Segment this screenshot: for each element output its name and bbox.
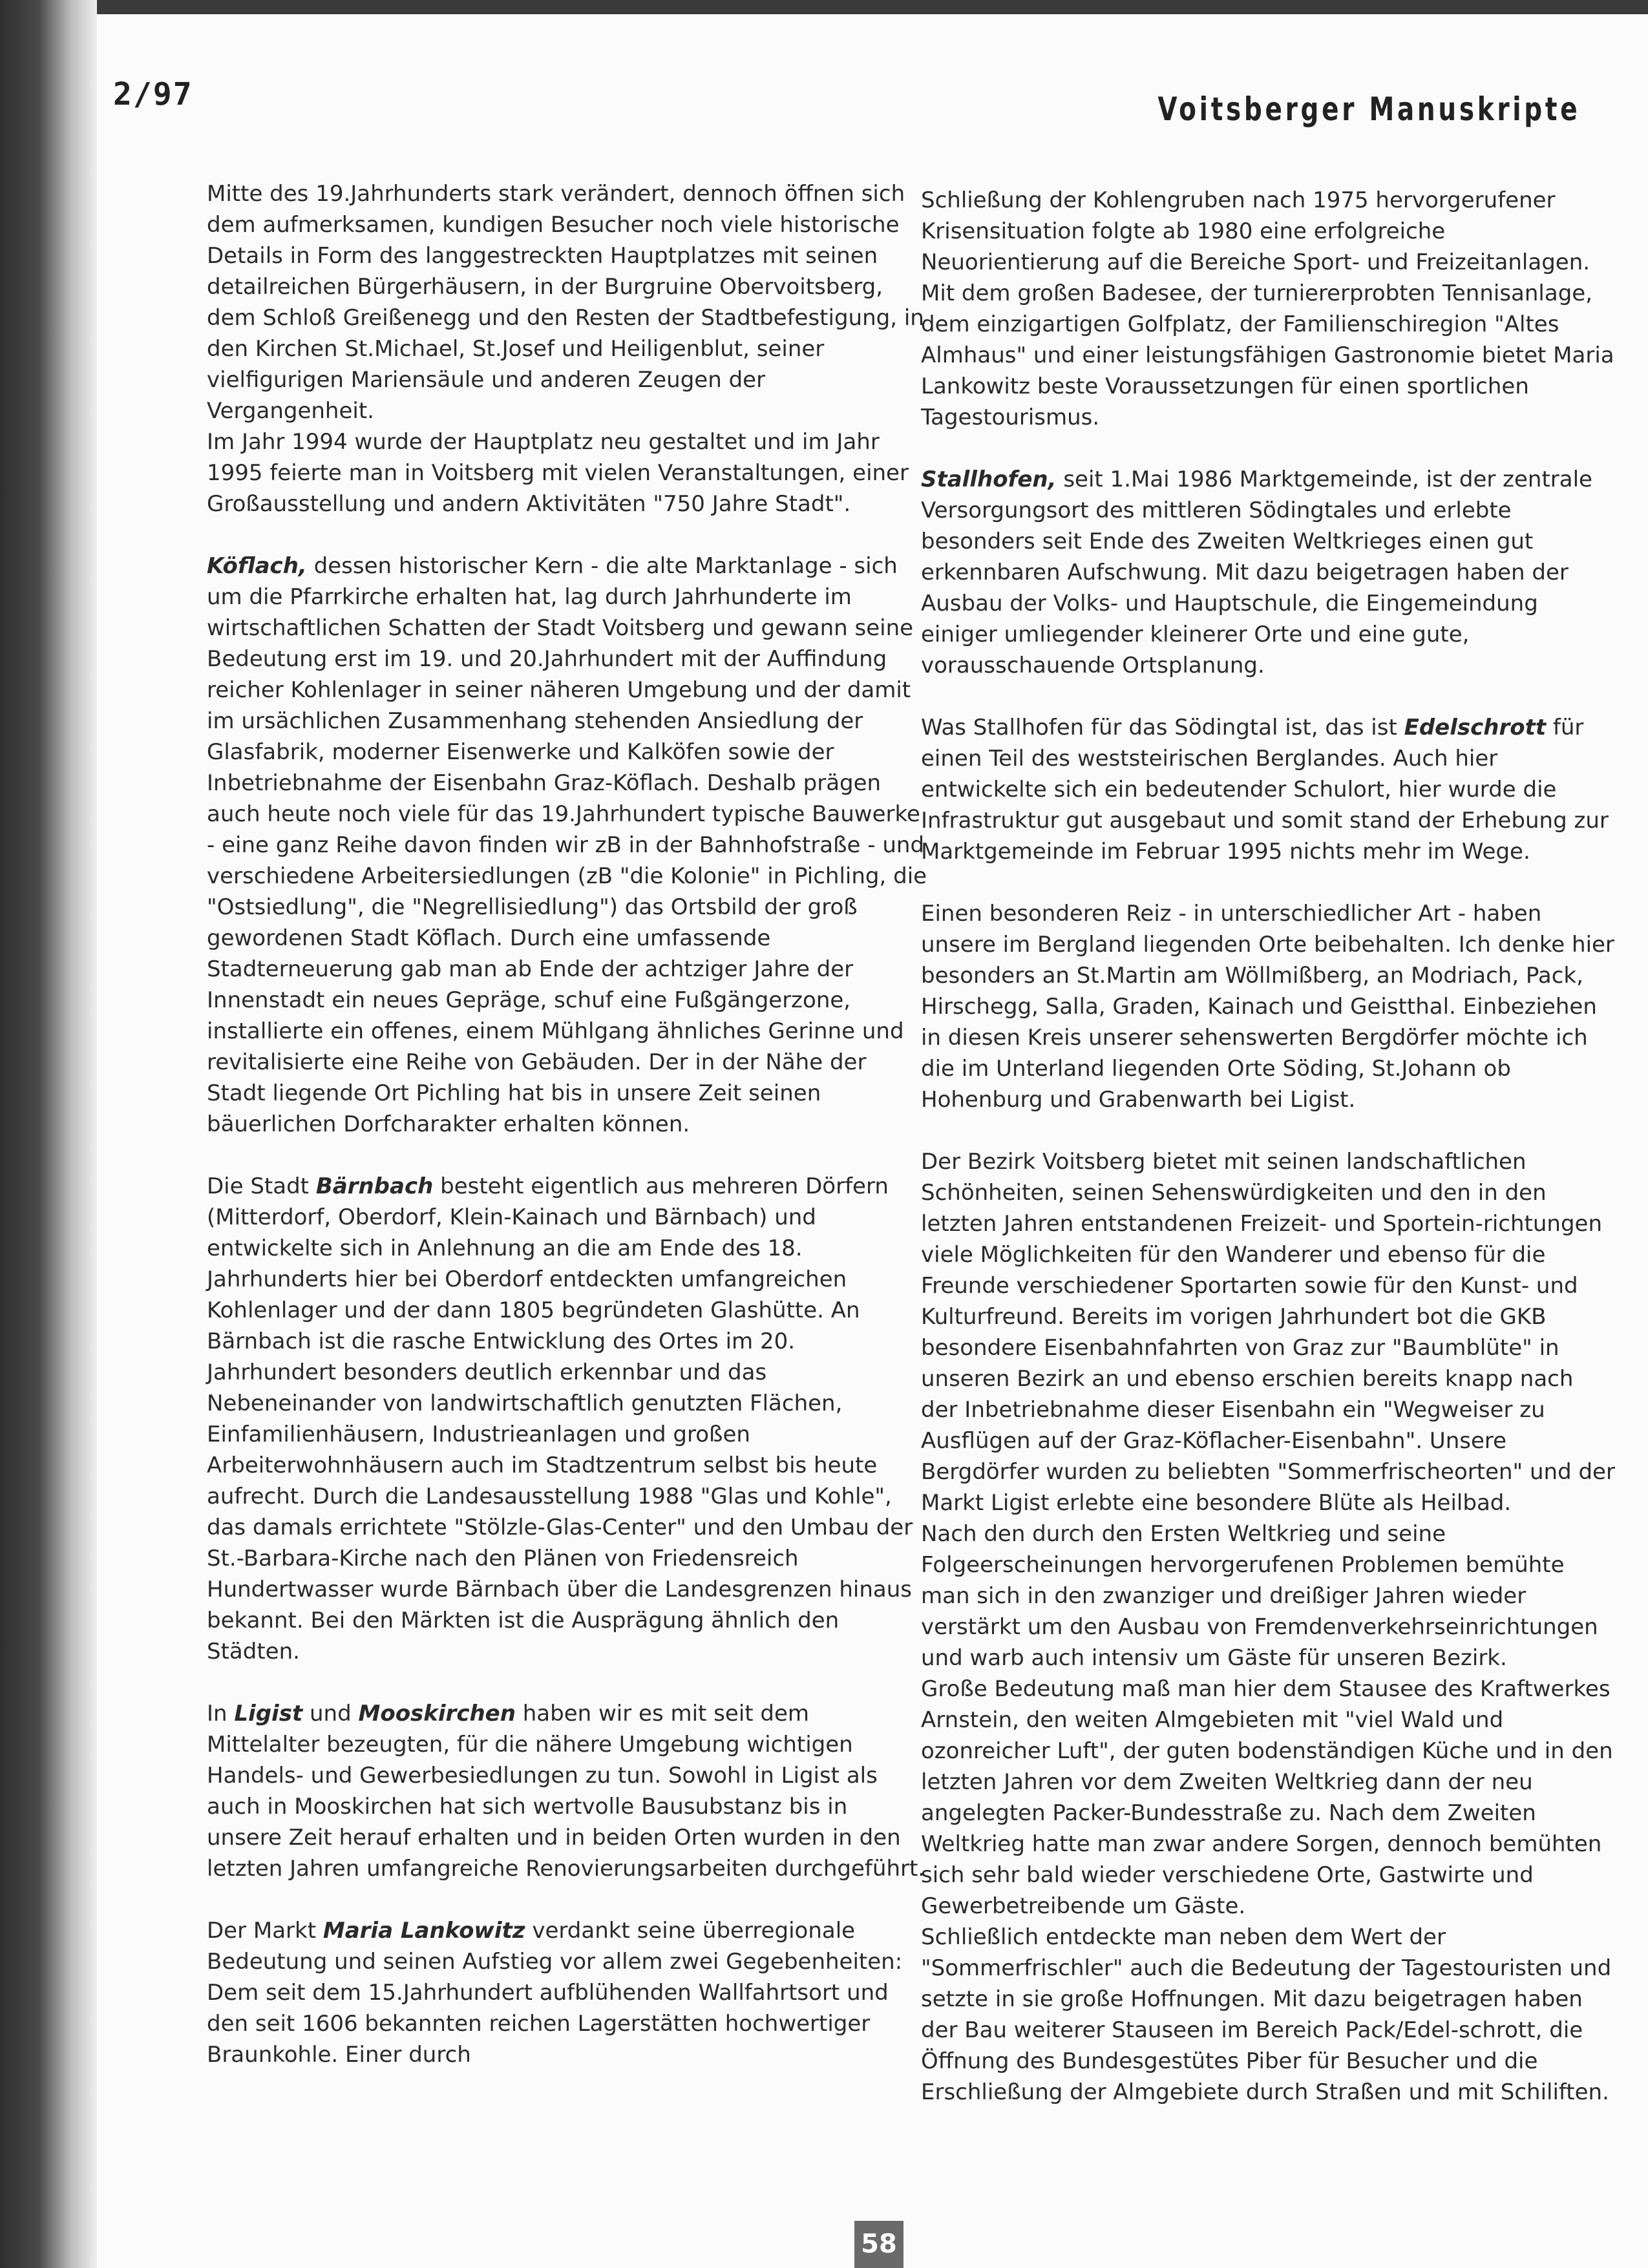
paragraph-text: seit 1.Mai 1986 Marktgemeinde, ist der zentrale Versorgungsort des mittleren Södingtales und erlebte besonders seit Ende des Zweiten Weltkrieges einen gut erkennbaren Aufschwung. Mit dazu beigetragen haben der Ausbau der Volks- und Hauptschule, die Eingemeindung einiger umliegender kleinerer Orte und eine gute, vorausschauende Ortsplanung. xyxy=(921,467,1592,678)
scan-edge-left xyxy=(0,0,97,2268)
paragraph-text: und xyxy=(302,1701,359,1727)
paragraph-text: Was Stallhofen für das Södingtal ist, das ist xyxy=(921,715,1404,740)
place-name: Maria Lankowitz xyxy=(322,1918,525,1944)
scan-edge-top xyxy=(0,0,1648,14)
page-number: 58 xyxy=(854,2221,903,2268)
paragraph: Mitte des 19.Jahrhunderts stark verändert, dennoch öffnen sich dem aufmerksamen, kundigen Besucher noch viele historische Details in Form des langgestreckten Hauptplatzes mit seinen detailreichen Bürgerhäusern, in der Burgruine Obervoitsberg, dem Schloß Greißenegg und den Resten der Stadtbefestigung, in den Kirchen St.Michael, St.Josef und Heiligenblut, seiner vielfigurigen Mariensäule und anderen Zeugen der Vergangenheit. xyxy=(207,181,924,424)
place-name: Köflach, xyxy=(207,553,307,579)
paragraph-maria-lankowitz xyxy=(207,1915,927,2070)
paragraph-text: In xyxy=(207,1701,235,1727)
paragraph-text: haben wir es mit seit dem Mittelalter bezeugten, für die nähere Umgebung wichtigen Handels- und Gewerbesiedlungen zu tun. Sowohl in Ligist als auch in Mooskirchen hat sich wertvolle Bausubstanz bis in unsere Zeit herauf erhalten und in beiden Orten wurden in den letzten Jahren umfangreiche Renovierungsarbeiten durchgeführt. xyxy=(207,1701,925,1882)
paragraph: Einen besonderen Reiz - in unterschiedlicher Art - haben unsere im Bergland liegenden Orte beibehalten. Ich denke hier besonders an St.Martin am Wöllmißberg, an Modriach, Pack, Hirschegg, Salla, Graden, Kainach und Geistthal. Einbeziehen in diesen Kreis unserer sehenswerten Bergdörfer möchte ich die im Unterland liegenden Orte Söding, St.Johann ob Hohenburg und Grabenwarth bei Ligist. xyxy=(921,901,1614,1113)
issue-number: 2/97 xyxy=(113,76,193,112)
left-column xyxy=(207,178,927,2101)
paragraph-stallhofen xyxy=(921,464,1616,681)
paragraph-ligist xyxy=(207,1698,927,1884)
paragraph-edelschrott xyxy=(921,712,1616,867)
publication-title: Voitsberger Manuskripte xyxy=(1157,90,1580,128)
place-name: Edelschrott xyxy=(1404,715,1547,740)
paragraph-text: für einen Teil des weststeirischen Berglandes. Auch hier entwickelte sich ein bedeutender Schulort, hier wurde die Infrastruktur gut ausgebaut und somit stand der Erhebung zur Marktgemeinde im Februar 1995 nichts mehr im Wege. xyxy=(921,715,1609,865)
place-name: Mooskirchen xyxy=(358,1701,516,1727)
right-column xyxy=(921,185,1616,2108)
paragraph: Große Bedeutung maß man hier dem Stausee des Kraftwerkes Arnstein, den weiten Almgebieten mit "viel Wald und ozonreicher Luft", der guten bodenständigen Küche und in den letzten Jahren vor dem Zweiten Weltkrieg dann der neu angelegten Packer-Bundesstraße zu. Nach dem Zweiten Weltkrieg hatte man zwar andere Sorgen, dennoch bemühten sich sehr bald wieder verschiedene Orte, Gastwirte und Gewerbetreibende um Gäste. xyxy=(921,1676,1613,1919)
paragraph-baernbach xyxy=(207,1171,927,1667)
paragraph: Schließlich entdeckte man neben dem Wert der "Sommerfrischler" auch die Bedeutung der Tagestouristen und setzte in sie große Hoffnungen. Mit dazu beigetragen haben der Bau weiterer Stauseen im Bereich Pack/Edel-schrott, die Öffnung des Bundesgestütes Piber für Besucher und die Erschließung der Almgebiete durch Straßen und mit Schiliften. xyxy=(921,1924,1612,2105)
place-name: Stallhofen, xyxy=(921,467,1057,492)
paragraph-text: Der Markt xyxy=(207,1918,323,1944)
paragraph-koeflach xyxy=(207,551,927,1140)
paragraph-text: besteht eigentlich aus mehreren Dörfern (Mitterdorf, Oberdorf, Klein-Kainach und Bärnbach) und entwickelte sich in Anlehnung an die am Ende des 18. Jahrhunderts hier bei Oberdorf entdeckten umfangreichen Kohlenlager und der dann 1805 begründeten Glashütte. An Bärnbach ist die rasche Entwicklung des Ortes im 20. Jahrhundert besonders deutlich erkennbar und das Nebeneinander von landwirtschaftlich genutzten Flächen, Einfamilienhäusern, Industrieanlagen und großen Arbeiterwohnhäusern auch im Stadtzentrum selbst bis heute aufrecht. Durch die Landesausstellung 1988 "Glas und Kohle", das damals errichtete "Stölzle-Glas-Center" und den Umbau der St.-Barbara-Kirche nach den Plänen von Friedensreich Hundertwasser wurde Bärnbach über die Landesgrenzen hinaus bekannt. Bei den Märkten ist die Ausprägung ähnlich den Städten. xyxy=(207,1173,913,1664)
paragraph: Der Bezirk Voitsberg bietet mit seinen landschaftlichen Schönheiten, seinen Sehenswürdigkeiten und den in den letzten Jahren entstandenen Freizeit- und Sportein-richtungen viele Möglichkeiten für den Wanderer und ebenso für die Freunde verschiedener Sportarten sowie für den Kunst- und Kulturfreund. Bereits im vorigen Jahrhundert bot die GKB besondere Eisenbahnfahrten von Graz zur "Baumblüte" in unseren Bezirk an und ebenso erschien bereits knapp nach der Inbetriebnahme dieser Eisenbahn ein "Wegweiser zu Ausflügen auf der Graz-Köflacher-Eisenbahn". Unsere Bergdörfer wurden zu beliebten "Sommerfrischeorten" und der Markt Ligist erlebte eine besondere Blüte als Heilbad. xyxy=(921,1149,1615,1516)
paragraph-text: dessen historischer Kern - die alte Marktanlage - sich um die Pfarrkirche erhalten hat, lag durch Jahrhunderte im wirtschaftlichen Schatten der Stadt Voitsberg und gewann seine Bedeutung erst im 19. und 20.Jahrhundert mit der Auffindung reicher Kohlenlager in seiner näheren Umgebung und der damit im ursächlichen Zusammenhang stehenden Ansiedlung der Glasfabrik, moderner Eisenwerke und Kalköfen sowie der Inbetriebnahme der Eisenbahn Graz-Köflach. Deshalb prägen auch heute noch viele für das 19.Jahrhundert typische Bauwerke - eine ganz Reihe davon finden wir zB in der Bahnhofstraße - und verschiedene Arbeitersiedlungen (zB "die Kolonie" in Pichling, die "Ostsiedlung", die "Negrellisiedlung") das Ortsbild der groß gewordenen Stadt Köflach. Durch eine umfassende Stadterneuerung gab man ab Ende der achtziger Jahre der Innenstadt ein neues Gepräge, schuf eine Fußgängerzone, installierte ein offenes, einem Mühlgang ähnliches Gerinne und revitalisierte eine Reihe von Gebäuden. Der in der Nähe der Stadt liegende Ort Pichling hat bis in unsere Zeit seinen bäuerlichen Dorfcharakter erhalten können. xyxy=(207,553,927,1137)
paragraph-text: verdankt seine überregionale Bedeutung und seinen Aufstieg vor allem zwei Gegebenheiten: Dem seit dem 15.Jahrhundert aufblühenden Wallfahrtsort und den seit 1606 bekannten reichen Lagerstätten hochwertiger Braunkohle. Einer durch xyxy=(207,1918,903,2068)
place-name: Bärnbach xyxy=(315,1173,434,1199)
paragraph: Im Jahr 1994 wurde der Hauptplatz neu gestaltet und im Jahr 1995 feierte man in Voitsberg mit vielen Veranstaltungen, einer Großausstellung und andern Aktivitäten "750 Jahre Stadt". xyxy=(207,429,909,517)
paragraph: Schließung der Kohlengruben nach 1975 hervorgerufener Krisensituation folgte ab 1980 eine erfolgreiche Neuorientierung auf die Bereiche Sport- und Freizeitanlagen. Mit dem großen Badesee, der turniererprobten Tennisanlage, dem einzigartigen Golfplatz, der Familienschiregion "Altes Almhaus" und einer leistungsfähigen Gastronomie bietet Maria Lankowitz beste Voraussetzungen für einen sportlichen Tagestourismus. xyxy=(921,187,1614,430)
paragraph: Nach den durch den Ersten Weltkrieg und seine Folgeerscheinungen hervorgerufenen Problemen bemühte man sich in den zwanziger und dreißiger Jahren wieder verstärkt um den Ausbau von Fremdenverkehrseinrichtungen und warb auch intensiv um Gäste für unseren Bezirk. xyxy=(921,1521,1598,1671)
paragraph-text: Die Stadt xyxy=(207,1173,316,1199)
place-name: Ligist xyxy=(234,1701,303,1727)
